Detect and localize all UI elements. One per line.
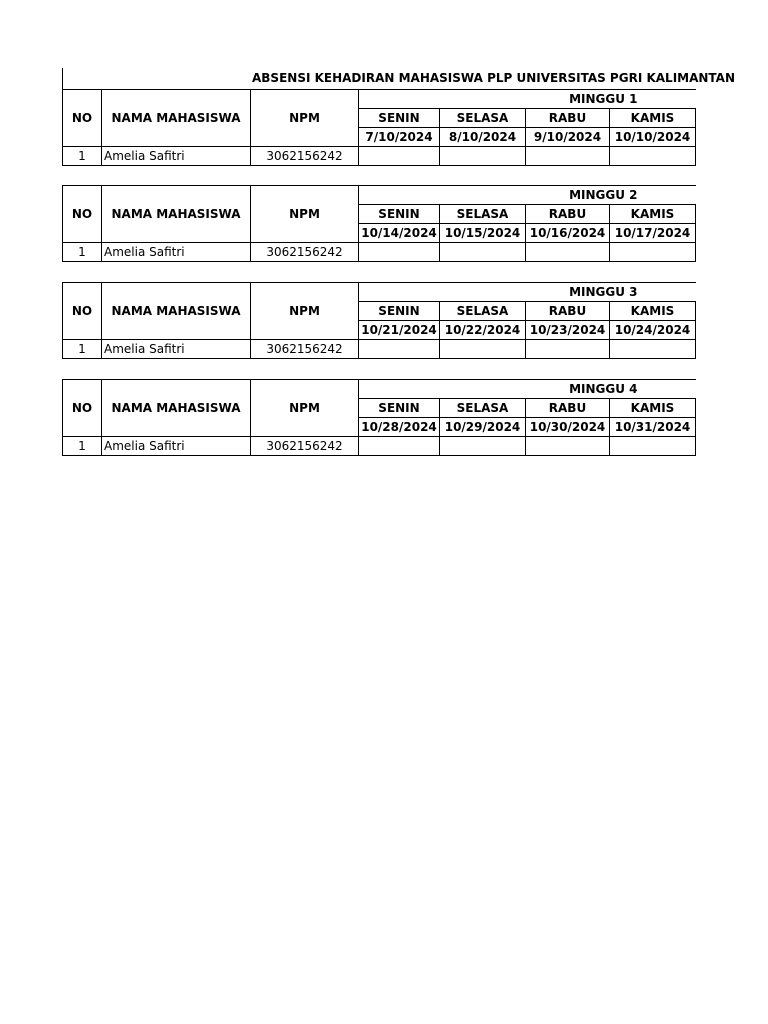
header-no: NO <box>63 380 102 437</box>
day-kamis: KAMIS <box>610 399 696 418</box>
day-kamis: KAMIS <box>610 205 696 224</box>
day-kamis: KAMIS <box>610 109 696 128</box>
week-label: MINGGU 2 <box>359 186 696 205</box>
attendance-table-week-2 <box>62 185 696 262</box>
attendance-cell[interactable] <box>440 147 526 166</box>
attendance-cell[interactable] <box>359 147 440 166</box>
attendance-cell[interactable] <box>610 437 696 456</box>
date-cell: 9/10/2024 <box>526 128 610 147</box>
attendance-cell[interactable] <box>526 340 610 359</box>
week-label: MINGGU 4 <box>359 380 696 399</box>
attendance-table-week-3 <box>62 282 696 359</box>
date-cell: 8/10/2024 <box>440 128 526 147</box>
date-cell: 7/10/2024 <box>359 128 440 147</box>
day-senin: SENIN <box>359 399 440 418</box>
header-npm: NPM <box>251 186 359 243</box>
header-no: NO <box>63 283 102 340</box>
attendance-cell[interactable] <box>440 340 526 359</box>
date-cell: 10/10/2024 <box>610 128 696 147</box>
header-no: NO <box>63 90 102 147</box>
day-selasa: SELASA <box>440 399 526 418</box>
attendance-cell[interactable] <box>440 243 526 262</box>
student-no: 1 <box>63 437 102 456</box>
day-senin: SENIN <box>359 302 440 321</box>
attendance-table-week-4 <box>62 379 696 456</box>
student-name: Amelia Safitri <box>102 437 251 456</box>
day-selasa: SELASA <box>440 205 526 224</box>
header-nama-mahasiswa: NAMA MAHASISWA <box>102 186 251 243</box>
day-senin: SENIN <box>359 109 440 128</box>
table-row <box>63 340 696 359</box>
day-rabu: RABU <box>526 302 610 321</box>
student-npm: 3062156242 <box>251 243 359 262</box>
student-no: 1 <box>63 243 102 262</box>
day-rabu: RABU <box>526 399 610 418</box>
attendance-cell[interactable] <box>359 437 440 456</box>
student-npm: 3062156242 <box>251 437 359 456</box>
attendance-table-week-1 <box>62 89 696 166</box>
header-nama-mahasiswa: NAMA MAHASISWA <box>102 283 251 340</box>
date-cell: 10/15/2024 <box>440 224 526 243</box>
date-cell: 10/30/2024 <box>526 418 610 437</box>
week-label: MINGGU 3 <box>359 283 696 302</box>
week-label: MINGGU 1 <box>359 90 696 109</box>
day-selasa: SELASA <box>440 302 526 321</box>
header-nama-mahasiswa: NAMA MAHASISWA <box>102 380 251 437</box>
attendance-cell[interactable] <box>526 437 610 456</box>
day-kamis: KAMIS <box>610 302 696 321</box>
date-cell: 10/28/2024 <box>359 418 440 437</box>
student-name: Amelia Safitri <box>102 243 251 262</box>
table-row <box>63 437 696 456</box>
student-npm: 3062156242 <box>251 147 359 166</box>
header-npm: NPM <box>251 380 359 437</box>
attendance-cell[interactable] <box>526 243 610 262</box>
attendance-cell[interactable] <box>440 437 526 456</box>
day-rabu: RABU <box>526 205 610 224</box>
header-npm: NPM <box>251 283 359 340</box>
header-nama-mahasiswa: NAMA MAHASISWA <box>102 90 251 147</box>
day-selasa: SELASA <box>440 109 526 128</box>
attendance-cell[interactable] <box>610 243 696 262</box>
student-npm: 3062156242 <box>251 340 359 359</box>
attendance-cell[interactable] <box>359 340 440 359</box>
header-npm: NPM <box>251 90 359 147</box>
date-cell: 10/21/2024 <box>359 321 440 340</box>
day-rabu: RABU <box>526 109 610 128</box>
student-no: 1 <box>63 147 102 166</box>
date-cell: 10/31/2024 <box>610 418 696 437</box>
attendance-cell[interactable] <box>610 147 696 166</box>
date-cell: 10/22/2024 <box>440 321 526 340</box>
student-name: Amelia Safitri <box>102 147 251 166</box>
day-senin: SENIN <box>359 205 440 224</box>
title-left-border <box>62 68 63 90</box>
date-cell: 10/29/2024 <box>440 418 526 437</box>
date-cell: 10/14/2024 <box>359 224 440 243</box>
table-row <box>63 147 696 166</box>
attendance-cell[interactable] <box>610 340 696 359</box>
attendance-cell[interactable] <box>359 243 440 262</box>
date-cell: 10/24/2024 <box>610 321 696 340</box>
date-cell: 10/17/2024 <box>610 224 696 243</box>
attendance-cell[interactable] <box>526 147 610 166</box>
student-no: 1 <box>63 340 102 359</box>
header-no: NO <box>63 186 102 243</box>
table-row <box>63 243 696 262</box>
sheet-title: ABSENSI KEHADIRAN MAHASISWA PLP UNIVERSITAS PGRI KALIMANTAN <box>252 71 736 85</box>
date-cell: 10/23/2024 <box>526 321 610 340</box>
student-name: Amelia Safitri <box>102 340 251 359</box>
date-cell: 10/16/2024 <box>526 224 610 243</box>
